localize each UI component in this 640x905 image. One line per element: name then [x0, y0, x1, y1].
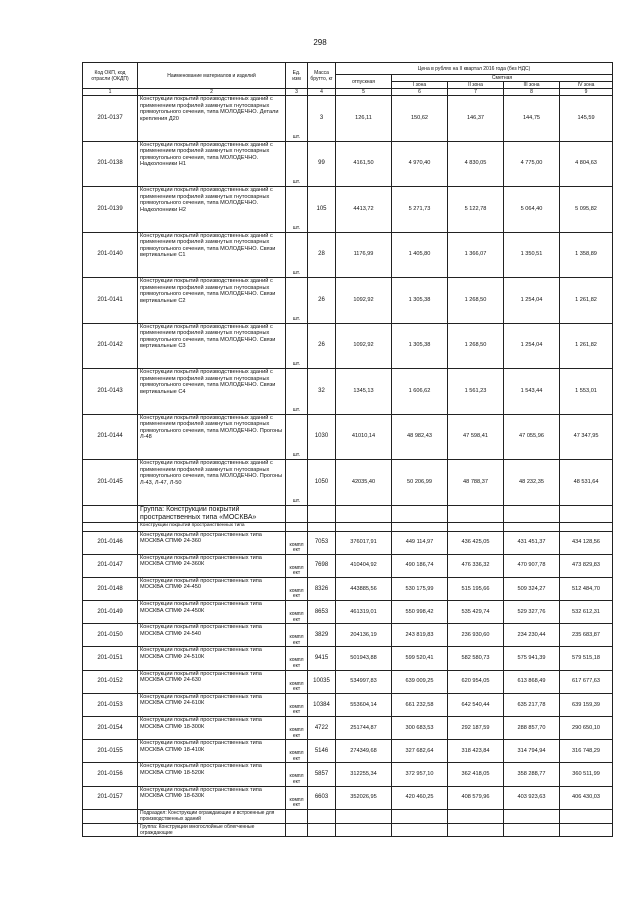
group-title: Группа: Конструкции многослойные облегченные ограждающие	[138, 823, 286, 836]
price-zone-2: 515 195,66	[448, 577, 504, 600]
item-code: 201-0154	[83, 717, 138, 740]
subsection-title: Подраздел: Конструкции ограждающие и встроенные для производственных зданий	[138, 809, 286, 823]
item-name: Конструкции покрытий производственных зданий с применением профилей замкнутых гнутосварных прямоугольного сечения, типа МОЛОДЕЧНО. Связи вертикальные С2	[138, 278, 286, 324]
item-code: 201-0139	[83, 187, 138, 233]
item-name: Конструкции покрытий пространственных типа МОСКВА СПМФ 24-540	[138, 624, 286, 647]
group-section	[83, 505, 613, 531]
price-zone-1: 530 175,99	[392, 577, 448, 600]
item-code: 201-0157	[83, 786, 138, 809]
header-zone-1: I зона	[392, 82, 448, 89]
item-name: Конструкции покрытий пространственных типа МОСКВА СПМФ 24-360К	[138, 554, 286, 577]
item-name: Конструкции покрытий производственных зданий с применением профилей замкнутых гнутосварных прямоугольного сечения, типа МОЛОДЕЧНО. Связи вертикальные С4	[138, 369, 286, 415]
item-code: 201-0151	[83, 647, 138, 670]
item-mass: 5857	[308, 763, 336, 786]
price-zone-1: 639 009,25	[392, 670, 448, 693]
item-mass: 1050	[308, 460, 336, 506]
price-zone-1: 490 186,74	[392, 554, 448, 577]
price-zone-4: 48 531,64	[560, 460, 613, 506]
table-row	[83, 278, 613, 324]
rows-moskva	[83, 531, 613, 809]
table-row	[83, 96, 613, 142]
item-name: Конструкции покрытий производственных зданий с применением профилей замкнутых гнутосварных прямоугольного сечения, типа МОЛОДЕЧНО. Надколонники Н1	[138, 141, 286, 187]
price-zone-1: 150,62	[392, 96, 448, 142]
rows-molodechno	[83, 96, 613, 506]
price-zone-4: 4 804,63	[560, 141, 613, 187]
price-zone-2: 5 122,78	[448, 187, 504, 233]
item-unit: компл ект	[286, 786, 308, 809]
price-zone-3: 1 543,44	[504, 369, 560, 415]
price-zone-3: 47 055,96	[504, 414, 560, 460]
price-zone-3: 1 350,51	[504, 232, 560, 278]
footer-section	[83, 809, 613, 836]
price-release: 461319,01	[336, 601, 392, 624]
price-table	[82, 62, 613, 837]
column-number: 2	[138, 89, 286, 96]
column-number: 5	[336, 89, 392, 96]
item-mass: 26	[308, 323, 336, 369]
price-zone-4: 5 095,82	[560, 187, 613, 233]
item-code: 201-0150	[83, 624, 138, 647]
price-zone-4: 579 515,18	[560, 647, 613, 670]
price-zone-1: 1 305,38	[392, 323, 448, 369]
item-mass: 28	[308, 232, 336, 278]
item-mass: 4722	[308, 717, 336, 740]
item-name: Конструкции покрытий пространственных типа МОСКВА СПМФ 18-630К	[138, 786, 286, 809]
price-zone-3: 403 923,63	[504, 786, 560, 809]
price-zone-2: 1 268,50	[448, 278, 504, 324]
subsection-row	[83, 809, 613, 823]
item-mass: 3829	[308, 624, 336, 647]
price-zone-3: 5 064,40	[504, 187, 560, 233]
item-unit: шт.	[286, 369, 308, 415]
price-zone-2: 582 580,73	[448, 647, 504, 670]
price-zone-1: 327 682,64	[392, 740, 448, 763]
price-zone-2: 408 579,96	[448, 786, 504, 809]
price-zone-1: 661 232,58	[392, 693, 448, 716]
table-row	[83, 693, 613, 716]
price-release: 4413,72	[336, 187, 392, 233]
item-mass: 99	[308, 141, 336, 187]
table-header	[83, 63, 613, 96]
column-number: 3	[286, 89, 308, 96]
price-zone-1: 599 520,41	[392, 647, 448, 670]
price-release: 443885,56	[336, 577, 392, 600]
price-zone-1: 449 114,97	[392, 531, 448, 554]
price-zone-3: 358 288,77	[504, 763, 560, 786]
price-zone-3: 1 254,04	[504, 278, 560, 324]
header-mass: Масса брутто, кг	[308, 63, 336, 89]
header-zone-2: II зона	[448, 82, 504, 89]
table-row	[83, 232, 613, 278]
item-mass: 6603	[308, 786, 336, 809]
price-zone-2: 1 366,07	[448, 232, 504, 278]
table-row	[83, 647, 613, 670]
price-zone-3: 234 230,44	[504, 624, 560, 647]
item-mass: 105	[308, 187, 336, 233]
item-name: Конструкции покрытий пространственных типа МОСКВА СПМФ 24-450К	[138, 601, 286, 624]
price-release: 1345,13	[336, 369, 392, 415]
item-code: 201-0141	[83, 278, 138, 324]
header-code: Код ОКП, код отрасли (ОКДП)	[83, 63, 138, 89]
item-mass: 8653	[308, 601, 336, 624]
price-zone-2: 1 561,23	[448, 369, 504, 415]
table-row	[83, 717, 613, 740]
price-release: 312255,34	[336, 763, 392, 786]
price-zone-4: 512 484,70	[560, 577, 613, 600]
price-zone-1: 48 982,43	[392, 414, 448, 460]
group-row	[83, 505, 613, 522]
item-unit: шт.	[286, 323, 308, 369]
price-zone-3: 635 217,78	[504, 693, 560, 716]
item-code: 201-0153	[83, 693, 138, 716]
item-name: Конструкции покрытий производственных зданий с применением профилей замкнутых гнутосварных прямоугольного сечения, типа МОЛОДЕЧНО. Прогоны Л-48	[138, 414, 286, 460]
price-zone-2: 642 540,44	[448, 693, 504, 716]
price-zone-4: 617 677,63	[560, 670, 613, 693]
table-row	[83, 187, 613, 233]
item-unit: компл ект	[286, 717, 308, 740]
price-release: 376017,91	[336, 531, 392, 554]
header-unit: Ед. изм	[286, 63, 308, 89]
header-zone-4: IV зона	[560, 82, 613, 89]
price-zone-4: 316 748,29	[560, 740, 613, 763]
item-code: 201-0149	[83, 601, 138, 624]
item-name: Конструкции покрытий производственных зданий с применением профилей замкнутых гнутосварных прямоугольного сечения, типа МОЛОДЕЧНО. Прогоны Л-43, Л-47, Л-50	[138, 460, 286, 506]
price-zone-4: 639 159,39	[560, 693, 613, 716]
price-zone-4: 360 511,99	[560, 763, 613, 786]
table-row	[83, 554, 613, 577]
price-zone-2: 620 954,05	[448, 670, 504, 693]
price-zone-4: 1 261,82	[560, 278, 613, 324]
price-zone-3: 1 254,04	[504, 323, 560, 369]
price-zone-4: 473 829,83	[560, 554, 613, 577]
item-unit: шт.	[286, 414, 308, 460]
price-zone-3: 314 794,94	[504, 740, 560, 763]
column-number: 7	[448, 89, 504, 96]
item-mass: 32	[308, 369, 336, 415]
price-zone-4: 290 650,10	[560, 717, 613, 740]
price-release: 410404,92	[336, 554, 392, 577]
price-release: 4161,50	[336, 141, 392, 187]
item-code: 201-0145	[83, 460, 138, 506]
item-unit: компл ект	[286, 693, 308, 716]
price-zone-4: 1 358,89	[560, 232, 613, 278]
column-number: 9	[560, 89, 613, 96]
price-release: 1092,92	[336, 323, 392, 369]
price-release: 1176,99	[336, 232, 392, 278]
item-code: 201-0138	[83, 141, 138, 187]
price-zone-2: 318 423,84	[448, 740, 504, 763]
price-release: 251744,87	[336, 717, 392, 740]
item-name: Конструкции покрытий производственных зданий с применением профилей замкнутых гнутосварных прямоугольного сечения, типа МОЛОДЕЧНО. Связи вертикальные С3	[138, 323, 286, 369]
table-row	[83, 624, 613, 647]
item-mass: 9415	[308, 647, 336, 670]
item-code: 201-0146	[83, 531, 138, 554]
column-number: 8	[504, 89, 560, 96]
item-unit: компл ект	[286, 554, 308, 577]
price-release: 41010,14	[336, 414, 392, 460]
table-row	[83, 531, 613, 554]
price-zone-2: 146,37	[448, 96, 504, 142]
item-unit: компл ект	[286, 531, 308, 554]
table-row	[83, 786, 613, 809]
price-zone-4: 47 347,95	[560, 414, 613, 460]
column-number: 1	[83, 89, 138, 96]
price-zone-1: 243 819,83	[392, 624, 448, 647]
table-row	[83, 601, 613, 624]
price-zone-4: 1 553,01	[560, 369, 613, 415]
item-code: 201-0152	[83, 670, 138, 693]
price-zone-2: 362 418,05	[448, 763, 504, 786]
price-zone-3: 288 857,70	[504, 717, 560, 740]
item-code: 201-0147	[83, 554, 138, 577]
item-code: 201-0137	[83, 96, 138, 142]
item-name: Конструкции покрытий производственных зданий с применением профилей замкнутых гнутосварных прямоугольного сечения, типа МОЛОДЕЧНО. Связи вертикальные С1	[138, 232, 286, 278]
header-price-title: Цена в рублях на II квартал 2016 года (без НДС)	[336, 63, 613, 75]
price-zone-2: 436 425,05	[448, 531, 504, 554]
price-zone-2: 4 830,05	[448, 141, 504, 187]
price-release: 126,11	[336, 96, 392, 142]
item-mass: 3	[308, 96, 336, 142]
item-name: Конструкции покрытий производственных зданий с применением профилей замкнутых гнутосварных прямоугольного сечения, типа МОЛОДЕЧНО. Надколонники Н2	[138, 187, 286, 233]
item-unit: компл ект	[286, 577, 308, 600]
item-mass: 7053	[308, 531, 336, 554]
price-release: 42035,40	[336, 460, 392, 506]
column-number: 6	[392, 89, 448, 96]
price-zone-3: 144,75	[504, 96, 560, 142]
item-unit: компл ект	[286, 740, 308, 763]
item-code: 201-0148	[83, 577, 138, 600]
header-name: Наименование материалов и изделий	[138, 63, 286, 89]
subgroup-row	[83, 522, 613, 531]
table-row	[83, 460, 613, 506]
price-zone-2: 47 598,41	[448, 414, 504, 460]
item-unit: шт.	[286, 232, 308, 278]
price-zone-1: 1 305,38	[392, 278, 448, 324]
item-name: Конструкции покрытий пространственных типа МОСКВА СПМФ 18-520К	[138, 763, 286, 786]
table-row	[83, 369, 613, 415]
item-name: Конструкции покрытий пространственных типа МОСКВА СПМФ 18-410К	[138, 740, 286, 763]
header-estimated: Сметная	[392, 75, 613, 82]
price-zone-4: 532 612,31	[560, 601, 613, 624]
table-row	[83, 763, 613, 786]
header-release: отпускная	[336, 75, 392, 89]
item-unit: компл ект	[286, 624, 308, 647]
price-zone-1: 550 998,42	[392, 601, 448, 624]
price-zone-3: 575 941,39	[504, 647, 560, 670]
item-mass: 10035	[308, 670, 336, 693]
price-zone-3: 470 907,78	[504, 554, 560, 577]
price-zone-3: 48 232,35	[504, 460, 560, 506]
price-zone-2: 292 187,59	[448, 717, 504, 740]
item-mass: 10384	[308, 693, 336, 716]
price-zone-3: 613 868,49	[504, 670, 560, 693]
price-zone-4: 235 683,87	[560, 624, 613, 647]
item-name: Конструкции покрытий пространственных типа МОСКВА СПМФ 24-630	[138, 670, 286, 693]
table-row	[83, 670, 613, 693]
item-name: Конструкции покрытий пространственных типа МОСКВА СПМФ 24-360	[138, 531, 286, 554]
item-code: 201-0143	[83, 369, 138, 415]
group-title: Группа: Конструкции покрытий пространственных типа «МОСКВА»	[138, 505, 286, 522]
item-name: Конструкции покрытий производственных зданий с применением профилей замкнутых гнутосварных прямоугольного сечения, типа МОЛОДЕЧНО. Детали крепления Д20	[138, 96, 286, 142]
subgroup-title: Конструкции покрытий пространственных типа	[138, 522, 286, 531]
item-unit: компл ект	[286, 763, 308, 786]
price-zone-3: 431 451,37	[504, 531, 560, 554]
price-zone-4: 434 128,56	[560, 531, 613, 554]
price-zone-4: 1 261,82	[560, 323, 613, 369]
price-zone-3: 529 327,76	[504, 601, 560, 624]
price-zone-3: 509 324,27	[504, 577, 560, 600]
price-zone-1: 1 405,80	[392, 232, 448, 278]
item-name: Конструкции покрытий пространственных типа МОСКВА СПМФ 24-450	[138, 577, 286, 600]
table-row	[83, 577, 613, 600]
table-row	[83, 414, 613, 460]
item-mass: 26	[308, 278, 336, 324]
item-name: Конструкции покрытий пространственных типа МОСКВА СПМФ 24-510К	[138, 647, 286, 670]
price-release: 534997,83	[336, 670, 392, 693]
item-mass: 5146	[308, 740, 336, 763]
price-zone-1: 4 970,40	[392, 141, 448, 187]
price-zone-2: 476 336,32	[448, 554, 504, 577]
item-code: 201-0140	[83, 232, 138, 278]
item-name: Конструкции покрытий пространственных типа МОСКВА СПМФ 18-300К	[138, 717, 286, 740]
item-code: 201-0156	[83, 763, 138, 786]
item-unit: шт.	[286, 278, 308, 324]
price-zone-1: 1 606,62	[392, 369, 448, 415]
item-code: 201-0144	[83, 414, 138, 460]
table-row	[83, 323, 613, 369]
item-unit: компл ект	[286, 670, 308, 693]
price-zone-4: 145,59	[560, 96, 613, 142]
price-release: 274349,68	[336, 740, 392, 763]
item-unit: шт.	[286, 187, 308, 233]
price-zone-1: 372 957,10	[392, 763, 448, 786]
table-row	[83, 740, 613, 763]
header-zone-3: III зона	[504, 82, 560, 89]
price-zone-1: 420 460,25	[392, 786, 448, 809]
item-unit: шт.	[286, 96, 308, 142]
item-mass: 8326	[308, 577, 336, 600]
column-numbers-row	[83, 89, 613, 96]
price-zone-3: 4 775,00	[504, 141, 560, 187]
price-zone-1: 50 206,99	[392, 460, 448, 506]
price-zone-1: 300 683,53	[392, 717, 448, 740]
price-release: 1092,92	[336, 278, 392, 324]
page-number: 298	[313, 38, 327, 47]
item-name: Конструкции покрытий пространственных типа МОСКВА СПМФ 24-610К	[138, 693, 286, 716]
column-number: 4	[308, 89, 336, 96]
price-zone-2: 535 429,74	[448, 601, 504, 624]
price-release: 501943,88	[336, 647, 392, 670]
price-release: 352026,95	[336, 786, 392, 809]
item-unit: компл ект	[286, 601, 308, 624]
price-zone-2: 1 268,50	[448, 323, 504, 369]
item-unit: компл ект	[286, 647, 308, 670]
item-code: 201-0155	[83, 740, 138, 763]
price-zone-2: 48 788,37	[448, 460, 504, 506]
price-release: 553604,14	[336, 693, 392, 716]
table-row	[83, 141, 613, 187]
price-zone-4: 406 430,03	[560, 786, 613, 809]
price-zone-1: 5 271,73	[392, 187, 448, 233]
item-mass: 7698	[308, 554, 336, 577]
item-unit: шт.	[286, 141, 308, 187]
price-zone-2: 236 930,60	[448, 624, 504, 647]
item-code: 201-0142	[83, 323, 138, 369]
group-row	[83, 823, 613, 836]
item-unit: шт.	[286, 460, 308, 506]
price-release: 204136,19	[336, 624, 392, 647]
item-mass: 1030	[308, 414, 336, 460]
